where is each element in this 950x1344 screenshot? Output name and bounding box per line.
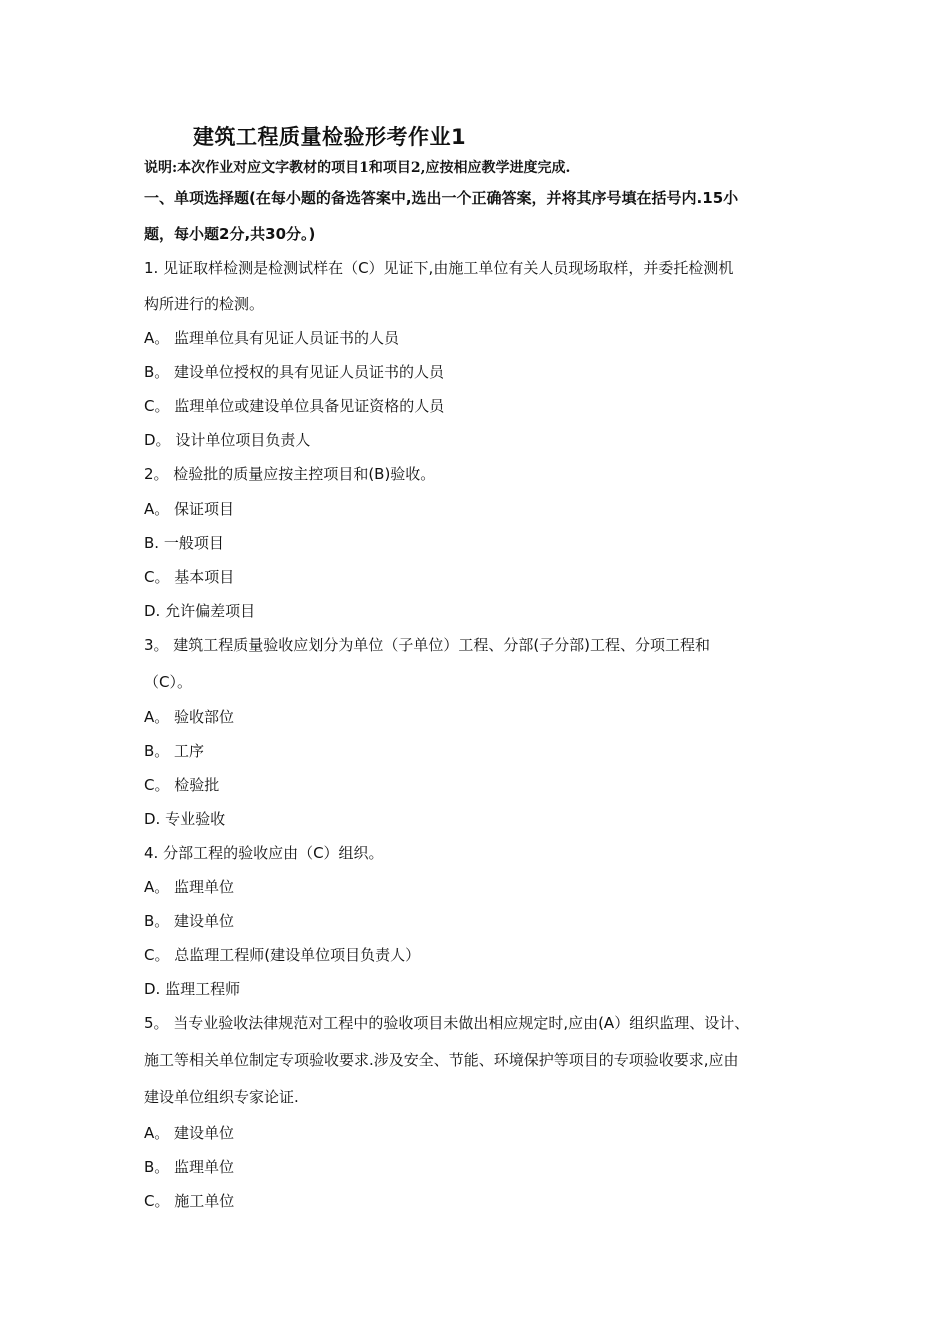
section-heading-line-2: 题，每小题2分,共30分。)	[144, 225, 316, 243]
option-q2-a: A。 保证项目	[144, 500, 235, 518]
option-q2-d: D. 允许偏差项目	[144, 602, 256, 620]
question-1-line-1: 1. 见证取样检测是检测试样在（C）见证下,由施工单位有关人员现场取样，并委托检测机	[144, 259, 734, 277]
option-q5-b: B。 监理单位	[144, 1158, 235, 1176]
document-title: 建筑工程质量检验形考作业1	[193, 125, 467, 149]
option-q4-b: B。 建设单位	[144, 912, 235, 930]
question-1-line-2: 构所进行的检测。	[144, 295, 265, 313]
option-q1-b: B。 建设单位授权的具有见证人员证书的人员	[144, 363, 445, 381]
option-q1-c: C。 监理单位或建设单位具备见证资格的人员	[144, 397, 445, 415]
option-q1-a: A。 监理单位具有见证人员证书的人员	[144, 329, 400, 347]
question-5-line-3: 建设单位组织专家论证.	[144, 1088, 299, 1106]
option-q3-c: C。 检验批	[144, 776, 220, 794]
option-q3-a: A。 验收部位	[144, 708, 235, 726]
question-5-line-1: 5。 当专业验收法律规范对工程中的验收项目未做出相应规定时,应由(A）组织监理、设计、	[144, 1014, 750, 1032]
option-q2-c: C。 基本项目	[144, 568, 235, 586]
question-5-line-2: 施工等相关单位制定专项验收要求.涉及安全、节能、环境保护等项目的专项验收要求,应由	[144, 1051, 739, 1069]
question-3-line-2: （C）。	[144, 673, 192, 691]
option-q4-c: C。 总监理工程师(建设单位项目负责人）	[144, 946, 421, 964]
question-4: 4. 分部工程的验收应由（C）组织。	[144, 844, 384, 862]
option-q3-d: D. 专业验收	[144, 810, 226, 828]
question-2: 2。 检验批的质量应按主控项目和(B)验收。	[144, 465, 436, 483]
question-3-line-1: 3。 建筑工程质量验收应划分为单位（子单位）工程、分部(子分部)工程、分项工程和	[144, 636, 711, 654]
option-q4-a: A。 监理单位	[144, 878, 235, 896]
option-q2-b: B. 一般项目	[144, 534, 224, 552]
option-q5-a: A。 建设单位	[144, 1124, 235, 1142]
option-q4-d: D. 监理工程师	[144, 980, 241, 998]
section-heading-line-1: 一、单项选择题(在每小题的备选答案中,选出一个正确答案，并将其序号填在括号内.15小	[144, 189, 739, 207]
option-q3-b: B。 工序	[144, 742, 205, 760]
option-q5-c: C。 施工单位	[144, 1192, 235, 1210]
assignment-note: 说明:本次作业对应文字教材的项目1和项目2,应按相应教学进度完成.	[144, 160, 571, 176]
option-q1-d: D。 设计单位项目负责人	[144, 431, 311, 449]
